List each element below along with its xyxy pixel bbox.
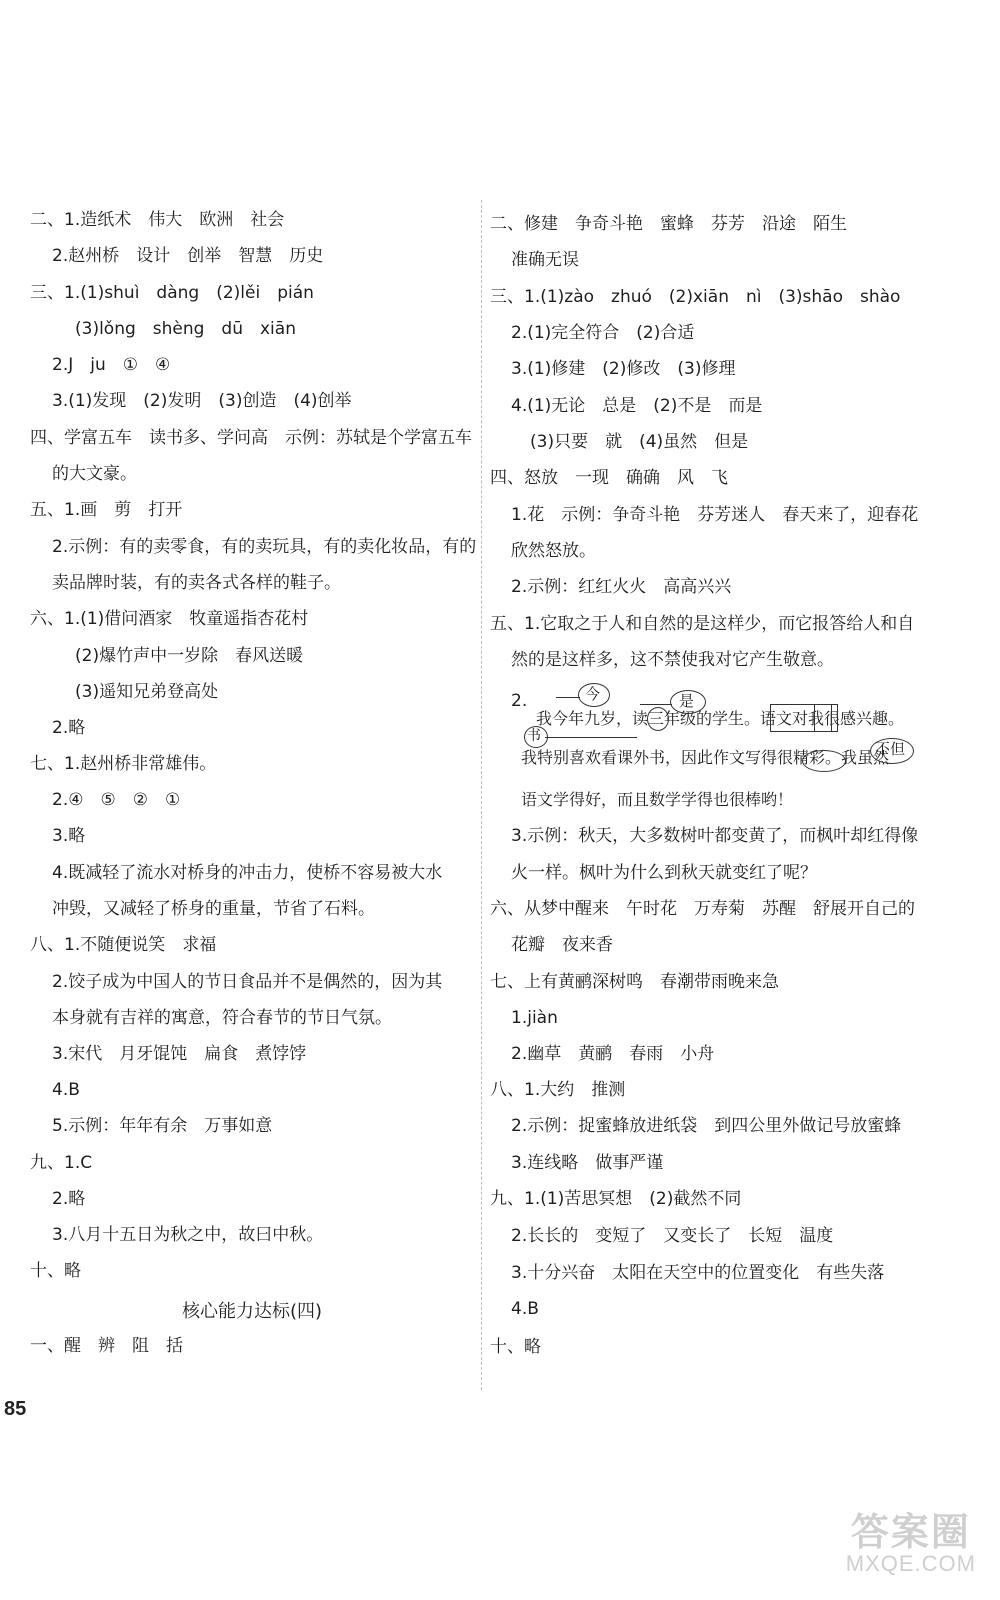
answer-line: 一、醒 辨 阻 括: [30, 1336, 183, 1356]
answer-line: 十、略: [490, 1337, 541, 1357]
answer-line: 花瓣 夜来香: [511, 935, 613, 955]
answer-line: 八、1.大约 推测: [490, 1080, 626, 1100]
connector-line: [640, 704, 672, 705]
answer-line: 语文学得好，而且数学学得也很棒哟！: [521, 790, 794, 809]
answer-line: 本身就有吉祥的寓意，符合春节的节日气氛。: [52, 1008, 392, 1028]
answer-line: 2.幽草 黄鹂 春雨 小舟: [511, 1044, 715, 1064]
answer-line: 2.示例：红红火火 高高兴兴: [511, 577, 732, 597]
answer-line: 2.赵州桥 设计 创举 智慧 历史: [52, 246, 324, 266]
answer-line: 3.(1)发现 (2)发明 (3)创造 (4)创举: [52, 391, 352, 411]
page-number: 85: [4, 1398, 27, 1420]
answer-line: 3.十分兴奋 太阳在天空中的位置变化 有些失落: [511, 1263, 885, 1283]
answer-line: 3.宋代 月牙馄饨 扁食 煮饽饽: [52, 1044, 307, 1064]
answer-line: 4.B: [52, 1080, 80, 1100]
answer-line: 二、1.造纸术 伟大 欧洲 社会: [30, 210, 285, 230]
correction-word: 书: [527, 728, 541, 744]
answer-line: 2.略: [52, 1189, 86, 1209]
answer-line: 1.花 示例：争奇斗艳 芬芳迷人 春天来了，迎春花: [511, 505, 919, 525]
answer-line: 5.示例：年年有余 万事如意: [52, 1116, 273, 1136]
swap-mark-box: [814, 704, 832, 732]
answer-line: (3)遥知兄弟登高处: [75, 682, 219, 702]
answer-line: 四、怒放 一现 确确 风 飞: [490, 468, 728, 488]
section-title: 核心能力达标(四): [181, 1301, 323, 1322]
answer-line: 2.饺子成为中国人的节日食品并不是偶然的，因为其: [52, 972, 443, 992]
answer-line: 3.示例：秋天，大多数树叶都变黄了，而枫叶却红得像: [511, 826, 919, 846]
answer-line: 然的是这样多，这不禁使我对它产生敬意。: [511, 650, 834, 670]
edited-sentence: 我今年九岁，读三年级的学生。语文对我很感兴趣。: [536, 709, 905, 728]
answer-line: 六、从梦中醒来 午时花 万寿菊 苏醒 舒展开自己的: [490, 899, 915, 919]
connector-line: [545, 737, 637, 738]
answer-line: 3.八月十五日为秋之中，故曰中秋。: [52, 1225, 324, 1245]
correction-word: 不但: [875, 740, 906, 758]
answer-line: 3.略: [52, 826, 86, 846]
watermark-url: MXQE.COM: [845, 1551, 976, 1576]
answer-line: 七、上有黄鹂深树鸣 春潮带雨晚来急: [490, 972, 779, 992]
column-divider: [481, 200, 482, 1390]
watermark-logo: [846, 1512, 976, 1576]
answer-line: 的大文豪。: [52, 464, 137, 484]
answer-line: 准确无误: [511, 250, 579, 270]
answer-line: 八、1.不随便说笑 求福: [30, 935, 217, 955]
answer-line: 2.示例：捉蜜蜂放进纸袋 到四公里外做记号放蜜蜂: [511, 1116, 902, 1136]
answer-line: 4.(1)无论 总是 (2)不是 而是: [511, 396, 763, 416]
answer-line: 卖品牌时装，有的卖各式各样的鞋子。: [52, 573, 341, 593]
answer-line: (2)爆竹声中一岁除 春风送暖: [75, 646, 304, 666]
question-number: 2.: [511, 691, 528, 711]
answer-line: 2.略: [52, 718, 86, 738]
connector-line: [556, 697, 580, 698]
answer-line: 2.④ ⑤ ② ①: [52, 790, 181, 810]
answer-line: 2.长长的 变短了 又变长了 长短 温度: [511, 1226, 834, 1246]
answer-line: 2.示例：有的卖零食，有的卖玩具，有的卖化妆品，有的: [52, 537, 477, 557]
answer-line: 三、1.(1)shuì dàng (2)lěi pián: [30, 283, 314, 303]
answer-line: 3.(1)修建 (2)修改 (3)修理: [511, 359, 736, 379]
answer-line: 五、1.它取之于人和自然的是这样少，而它报答给人和自: [490, 614, 915, 634]
answer-line: 2.J ju ① ④: [52, 355, 171, 375]
answer-line: 4.既减轻了流水对桥身的冲击力，使桥不容易被大水: [52, 863, 443, 883]
answer-line: (3)只要 就 (4)虽然 但是: [530, 432, 749, 452]
answer-line: 九、1.C: [30, 1153, 93, 1173]
answer-line: 三、1.(1)zào zhuó (2)xiān nì (3)shāo shào: [490, 287, 901, 307]
answer-line: 七、1.赵州桥非常雄伟。: [30, 754, 217, 774]
answer-line: (3)lǒng shèng dū xiān: [75, 319, 296, 339]
answer-line: 4.B: [511, 1299, 539, 1319]
correction-word: 是: [679, 692, 695, 710]
answer-line: 冲毁，又减轻了桥身的重量，节省了石料。: [52, 899, 375, 919]
answer-line: 五、1.画 剪 打开: [30, 500, 183, 520]
answer-line: 六、1.(1)借问酒家 牧童遥指杏花村: [30, 609, 309, 629]
answer-line: 1.jiàn: [511, 1008, 558, 1028]
correction-word: 今: [585, 685, 601, 703]
deletion-circle: [647, 707, 669, 731]
answer-line: 3.连线略 做事严谨: [511, 1153, 664, 1173]
answer-line: 二、修建 争奇斗艳 蜜蜂 芬芳 沿途 陌生: [490, 214, 847, 234]
answer-line: 欣然怒放。: [511, 541, 596, 561]
answer-line: 十、略: [30, 1261, 81, 1281]
answer-line: 四、学富五车 读书多、学问高 示例：苏轼是个学富五车: [30, 428, 472, 448]
deletion-circle: [802, 750, 846, 772]
edited-sentence: 我特别喜欢看课外书，因此作文写得很精彩。我虽然: [521, 748, 890, 767]
answer-line: 火一样。枫叶为什么到秋天就变红了呢？: [511, 863, 817, 883]
answer-line: 九、1.(1)苦思冥想 (2)截然不同: [490, 1189, 742, 1209]
watermark-text: 答案圈: [850, 1510, 971, 1554]
answer-line: 2.(1)完全符合 (2)合适: [511, 323, 695, 343]
